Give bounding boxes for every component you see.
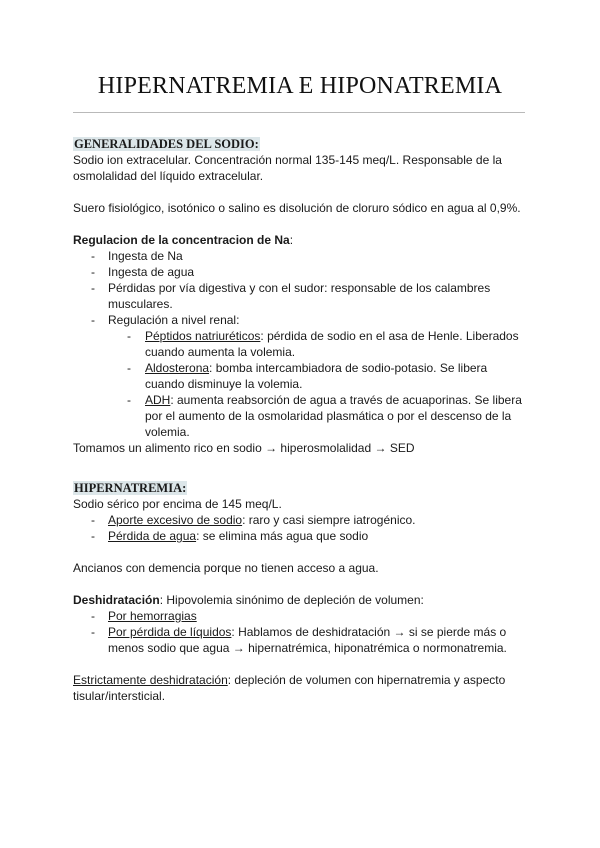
list-item: - Ingesta de Na bbox=[91, 248, 528, 264]
regulacion-colon: : bbox=[289, 233, 294, 247]
list-item bbox=[91, 608, 528, 624]
document-body bbox=[73, 136, 528, 704]
paragraph-ancianos: Ancianos con demencia porque no tienen acceso a agua. bbox=[73, 561, 379, 575]
deshidratacion-text: : Hipovolemia sinónimo de depleción de volumen: bbox=[159, 593, 424, 607]
paragraph-sed: Tomamos un alimento rico en sodio → hiperosmolalidad → SED bbox=[73, 441, 415, 455]
paragraph-estrictamente bbox=[73, 672, 528, 704]
term-peptidos: Péptidos natriuréticos bbox=[145, 329, 261, 343]
deshidratacion-list bbox=[73, 608, 528, 656]
term-aldosterona-text: : bomba intercambiadora de sodio-potasio. Se libera cuando disminuye la volemia. bbox=[145, 361, 488, 391]
term-aporte-text: : raro y casi siempre iatrogénico. bbox=[242, 513, 416, 527]
paragraph-suero: Suero fisiológico, isotónico o salino es disolución de cloruro sódico en agua al 0,9%. bbox=[73, 201, 521, 215]
term-estrictamente-text: : depleción de volumen con hipernatremia y aspecto tisular/intersticial. bbox=[73, 673, 506, 703]
paragraph-sodio-serico: Sodio sérico por encima de 145 meq/L. bbox=[73, 497, 282, 511]
list-item bbox=[91, 624, 528, 656]
section-heading-generalidades: GENERALIDADES DEL SODIO: bbox=[74, 137, 259, 151]
list-item bbox=[91, 512, 528, 528]
deshidratacion-line bbox=[73, 592, 528, 608]
deshidratacion-title: Deshidratación bbox=[73, 593, 160, 607]
regulacion-list bbox=[73, 248, 528, 440]
title-divider bbox=[73, 112, 525, 113]
regulacion-line bbox=[73, 232, 528, 248]
renal-sublist bbox=[108, 328, 528, 440]
list-item bbox=[127, 328, 528, 360]
causes-list bbox=[73, 512, 528, 544]
list-item-renal bbox=[91, 312, 528, 440]
section-heading-hipernatremia: HIPERNATREMIA: bbox=[74, 481, 187, 495]
term-perdida-agua-text: : se elimina más agua que sodio bbox=[196, 529, 369, 543]
list-item bbox=[91, 528, 528, 544]
term-adh-text: : aumenta reabsorción de agua a través de acuaporinas. Se libera por el aumento de la osmolaridad plasmática o por el descenso de la volemia. bbox=[145, 393, 522, 439]
term-perdida-liquidos-text: : Hablamos de deshidratación → si se pierde más o menos sodio que agua → hipernatrémica, hiponatrémica o normonatremia. bbox=[108, 625, 507, 655]
term-perdida-agua: Pérdida de agua bbox=[108, 529, 197, 543]
regulacion-title: Regulacion de la concentracion de Na bbox=[73, 233, 290, 247]
term-aporte: Aporte excesivo de sodio bbox=[108, 513, 243, 527]
list-item: - Pérdidas por vía digestiva y con el sudor: responsable de los calambres musculares. bbox=[91, 280, 528, 312]
list-item bbox=[127, 392, 528, 440]
list-item-label: Regulación a nivel renal: bbox=[108, 313, 240, 327]
term-adh: ADH bbox=[145, 393, 171, 407]
list-item: - Ingesta de agua bbox=[91, 264, 528, 280]
term-hemorragias: Por hemorragias bbox=[108, 609, 197, 623]
term-aldosterona: Aldosterona bbox=[145, 361, 210, 375]
list-item bbox=[127, 360, 528, 392]
paragraph-sodio-ion: Sodio ion extracelular. Concentración normal 135-145 meq/L. Responsable de la osmolalidad del líquido extracelular. bbox=[73, 153, 502, 183]
term-estrictamente: Estrictamente deshidratación bbox=[73, 673, 228, 687]
page-title: HIPERNATREMIA E HIPONATREMIA bbox=[97, 73, 503, 99]
term-perdida-liquidos: Por pérdida de líquidos bbox=[108, 625, 232, 639]
term-peptidos-text: : pérdida de sodio en el asa de Henle. Liberados cuando aumenta la volemia. bbox=[145, 329, 519, 359]
